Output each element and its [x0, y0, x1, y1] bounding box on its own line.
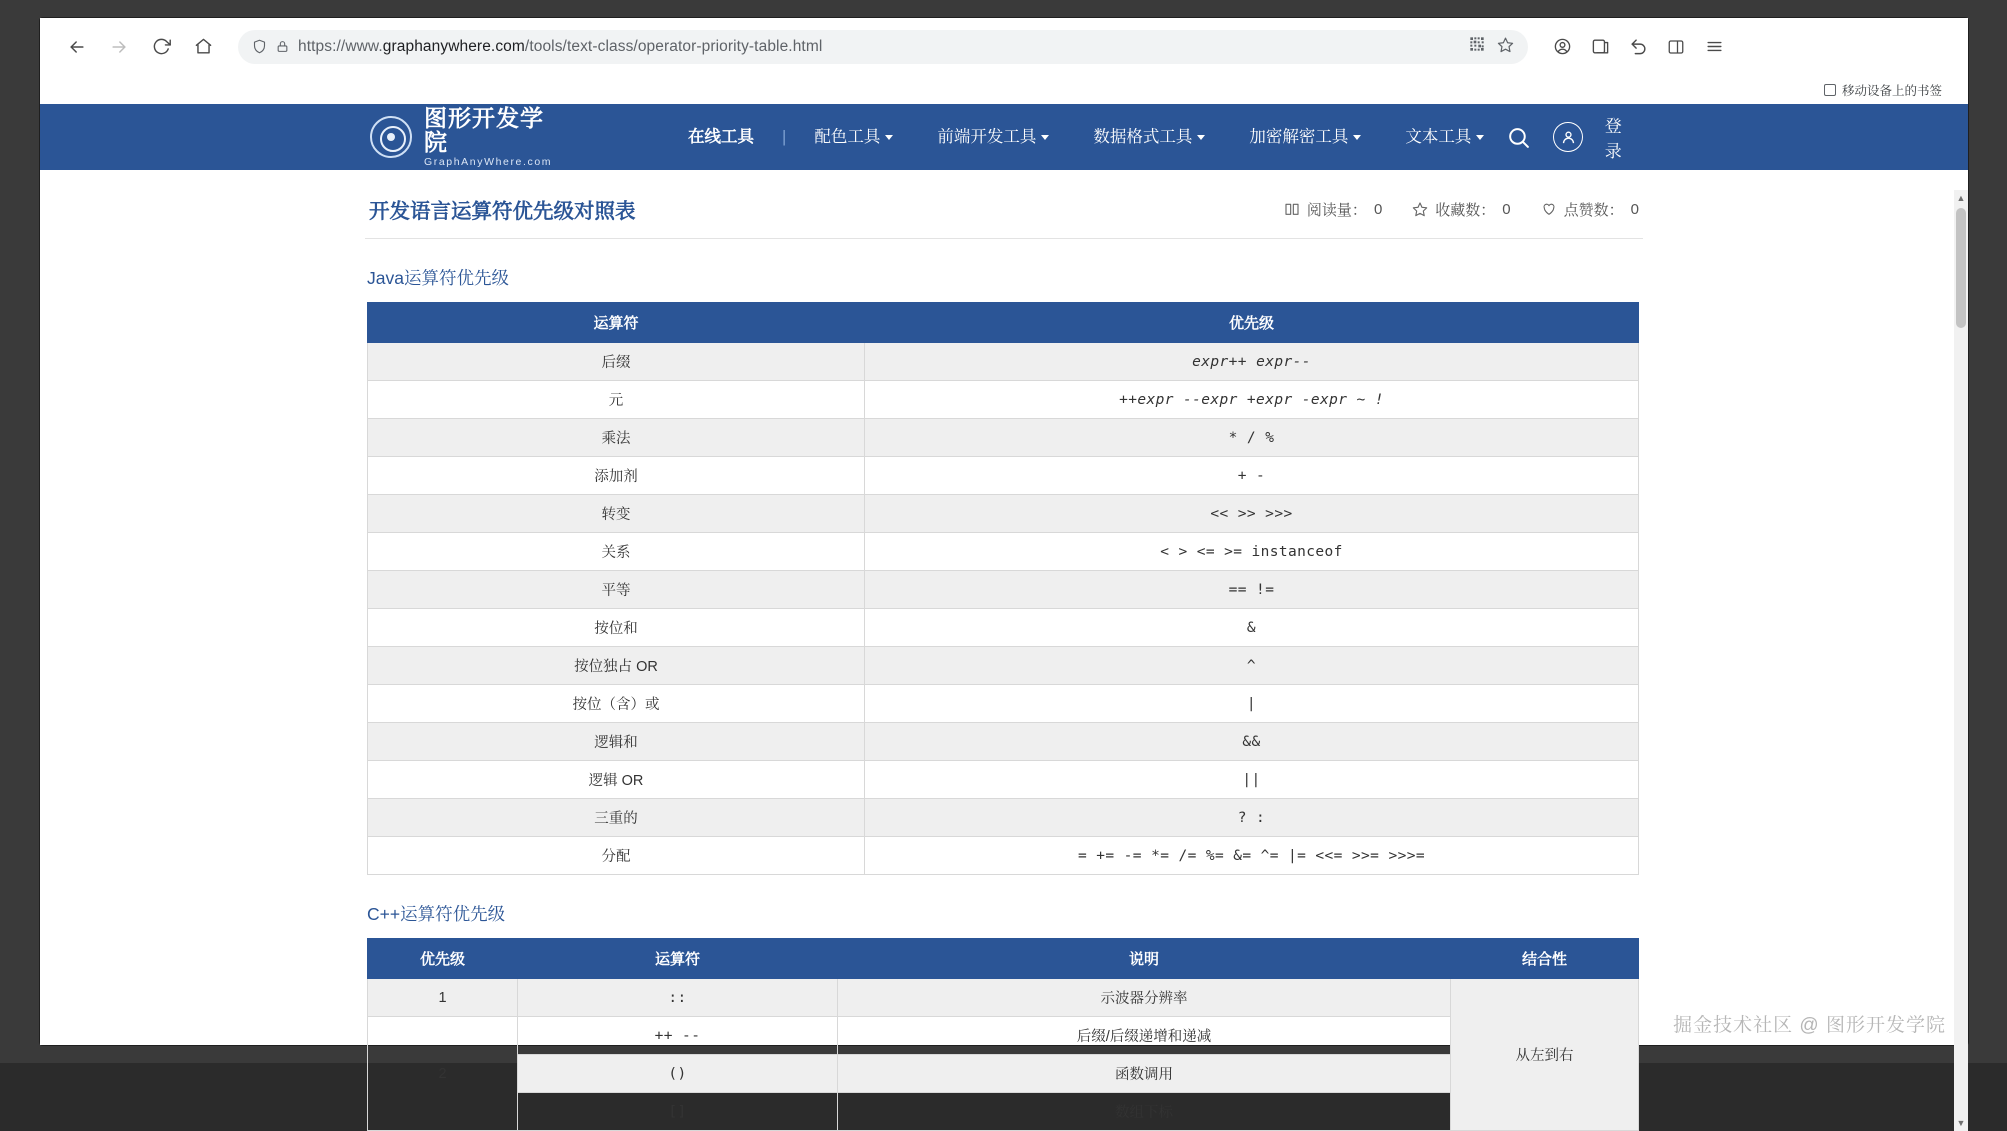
cell-operator: 后缀 [368, 343, 865, 381]
nav-item-frontend-tools[interactable]: 前端开发工具 [915, 104, 1071, 170]
cell-operator: 转变 [368, 495, 865, 533]
stat-likes[interactable] [1541, 199, 1639, 220]
page-title: 开发语言运算符优先级对照表 [369, 200, 636, 223]
chevron-down-icon [885, 135, 893, 140]
stat-favorites-label: 收藏数： [1435, 201, 1496, 219]
nav-separator: | [782, 127, 787, 146]
reload-icon[interactable] [142, 28, 180, 66]
bookmarks-bar [40, 76, 1968, 104]
table-row [368, 723, 1639, 761]
stat-reads[interactable] [1284, 199, 1382, 220]
section-title-cpp: C++运算符优先级 [367, 904, 506, 924]
scroll-thumb[interactable] [1956, 208, 1966, 328]
table-row [368, 381, 1639, 419]
stat-favorites[interactable] [1412, 199, 1510, 220]
watermark: 掘金技术社区 @ 图形开发学院 [1673, 1015, 1946, 1036]
qr-code-icon[interactable] [1469, 36, 1485, 57]
split-screen-icon[interactable] [1658, 29, 1694, 65]
table-row [368, 799, 1639, 837]
browser-toolbar [40, 18, 1968, 76]
account-icon[interactable] [1544, 29, 1580, 65]
cell-operator: () [518, 1055, 838, 1093]
table-row [368, 609, 1639, 647]
section-title-java: Java运算符优先级 [367, 268, 509, 288]
heart-outline-icon [1541, 201, 1557, 217]
cell-priority: || [865, 761, 1639, 799]
column-header-associativity: 结合性 [1451, 939, 1639, 979]
cell-priority: & [865, 609, 1639, 647]
browser-window [40, 18, 1968, 1128]
star-outline-icon [1412, 201, 1428, 217]
cell-priority: * / % [865, 419, 1639, 457]
bookmark-mobile-devices[interactable] [1820, 79, 1946, 101]
cell-priority: | [865, 685, 1639, 723]
read-icon [1284, 201, 1300, 217]
chevron-down-icon [1353, 135, 1361, 140]
table-row [368, 685, 1639, 723]
cell-associativity: 从左到右 [1451, 979, 1639, 1131]
table-row [368, 647, 1639, 685]
logo-mark-icon [370, 116, 412, 158]
column-header-description: 说明 [838, 939, 1451, 979]
cell-priority: << >> >>> [865, 495, 1639, 533]
column-header-operator: 运算符 [518, 939, 838, 979]
table-header-row [368, 939, 1639, 979]
home-icon[interactable] [184, 28, 222, 66]
nav-item-color-tools[interactable]: 配色工具 [792, 104, 915, 170]
chevron-down-icon [1197, 135, 1205, 140]
back-arrow-icon[interactable] [58, 28, 96, 66]
table-header-row [368, 303, 1639, 343]
shield-icon [252, 39, 267, 54]
toolbar-actions [1544, 29, 1732, 65]
collections-icon[interactable] [1582, 29, 1618, 65]
chevron-down-icon [1041, 135, 1049, 140]
cell-priority: expr++ expr-- [865, 343, 1639, 381]
cell-operator: 按位和 [368, 609, 865, 647]
stat-likes-value: 0 [1630, 200, 1639, 218]
forward-arrow-icon[interactable] [100, 28, 138, 66]
site-logo[interactable] [370, 106, 566, 168]
cell-description: 数组下标 [838, 1093, 1451, 1131]
cell-priority: ++expr --expr +expr -expr ~ ! [865, 381, 1639, 419]
page-content [40, 170, 1968, 1131]
page-header [365, 184, 1643, 239]
login-button[interactable]: 登录 [1604, 117, 1622, 161]
column-header-operator: 运算符 [368, 303, 865, 343]
cell-operator: [] [518, 1093, 838, 1131]
table-row [368, 1093, 1639, 1131]
java-operator-table [367, 302, 1639, 875]
chevron-down-icon [1476, 135, 1484, 140]
nav-item-online-tools[interactable]: 在线工具 [688, 128, 755, 146]
table-row [368, 571, 1639, 609]
page-viewport [40, 104, 1968, 1128]
table-row [368, 343, 1639, 381]
cell-priority: == != [865, 571, 1639, 609]
url-text: https://www.graphanywhere.com/tools/text-class/operator-priority-table.html [298, 37, 823, 55]
page-stats [1284, 199, 1639, 220]
lock-icon [276, 40, 289, 53]
cell-priority: + - [865, 457, 1639, 495]
cell-operator: 乘法 [368, 419, 865, 457]
table-row [368, 419, 1639, 457]
nav-item-text-tools[interactable]: 文本工具 [1383, 104, 1506, 170]
cell-description: 示波器分辨率 [838, 979, 1451, 1017]
table-row [368, 1017, 1639, 1055]
cell-operator: 分配 [368, 837, 865, 875]
bookmark-label: 移动设备上的书签 [1841, 84, 1942, 98]
cell-operator: 三重的 [368, 799, 865, 837]
cell-operator: 逻辑 OR [368, 761, 865, 799]
cell-description: 后缀/后缀递增和递减 [838, 1017, 1451, 1055]
table-row [368, 761, 1639, 799]
page-scrollbar[interactable] [1954, 190, 1968, 1131]
header-actions [1506, 112, 1968, 162]
cell-operator: 按位独占 OR [368, 647, 865, 685]
folder-icon [1824, 84, 1836, 96]
stat-likes-label: 点赞数： [1563, 201, 1624, 219]
column-header-priority: 优先级 [368, 939, 518, 979]
cell-operator: ++ -- [518, 1017, 838, 1055]
stat-reads-label: 阅读量： [1306, 201, 1367, 219]
table-row [368, 457, 1639, 495]
cell-priority: 2 [368, 1017, 518, 1131]
main-nav [666, 104, 1506, 170]
logo-title: 图形开发学院 [424, 104, 544, 155]
cell-priority: ? : [865, 799, 1639, 837]
cell-priority: ^ [865, 647, 1639, 685]
table-row [368, 979, 1639, 1017]
cell-operator: 按位（含）或 [368, 685, 865, 723]
table-row [368, 533, 1639, 571]
cell-operator: :: [518, 979, 838, 1017]
address-bar[interactable] [238, 30, 1528, 64]
history-icon[interactable] [1620, 29, 1656, 65]
cell-operator: 平等 [368, 571, 865, 609]
scroll-up-arrow-icon[interactable]: ▲ [1956, 193, 1966, 203]
cell-operator: 关系 [368, 533, 865, 571]
nav-item-data-format-tools[interactable]: 数据格式工具 [1071, 104, 1227, 170]
site-header [40, 104, 1968, 170]
table-row [368, 837, 1639, 875]
cell-priority: = += -= *= /= %= &= ^= |= <<= >>= >>>= [865, 837, 1639, 875]
nav-item-crypto-tools[interactable]: 加密解密工具 [1227, 104, 1383, 170]
table-row [368, 495, 1639, 533]
scroll-down-arrow-icon[interactable]: ▼ [1956, 1118, 1966, 1128]
menu-icon[interactable] [1696, 29, 1732, 65]
logo-subtitle: GraphAnyWhere.com [424, 156, 553, 169]
table-row [368, 1055, 1639, 1093]
cell-priority: && [865, 723, 1639, 761]
cell-priority: 1 [368, 979, 518, 1017]
stat-favorites-value: 0 [1502, 200, 1511, 218]
cell-operator: 逻辑和 [368, 723, 865, 761]
cell-operator: 添加剂 [368, 457, 865, 495]
user-avatar-icon[interactable] [1553, 122, 1582, 152]
cell-description: 函数调用 [838, 1055, 1451, 1093]
cpp-operator-table [367, 938, 1639, 1131]
column-header-priority: 优先级 [865, 303, 1639, 343]
stat-reads-value: 0 [1373, 200, 1383, 218]
cell-priority: < > <= >= instanceof [865, 533, 1639, 571]
star-icon[interactable] [1497, 36, 1514, 58]
search-icon[interactable] [1506, 125, 1531, 150]
cell-operator: 元 [368, 381, 865, 419]
